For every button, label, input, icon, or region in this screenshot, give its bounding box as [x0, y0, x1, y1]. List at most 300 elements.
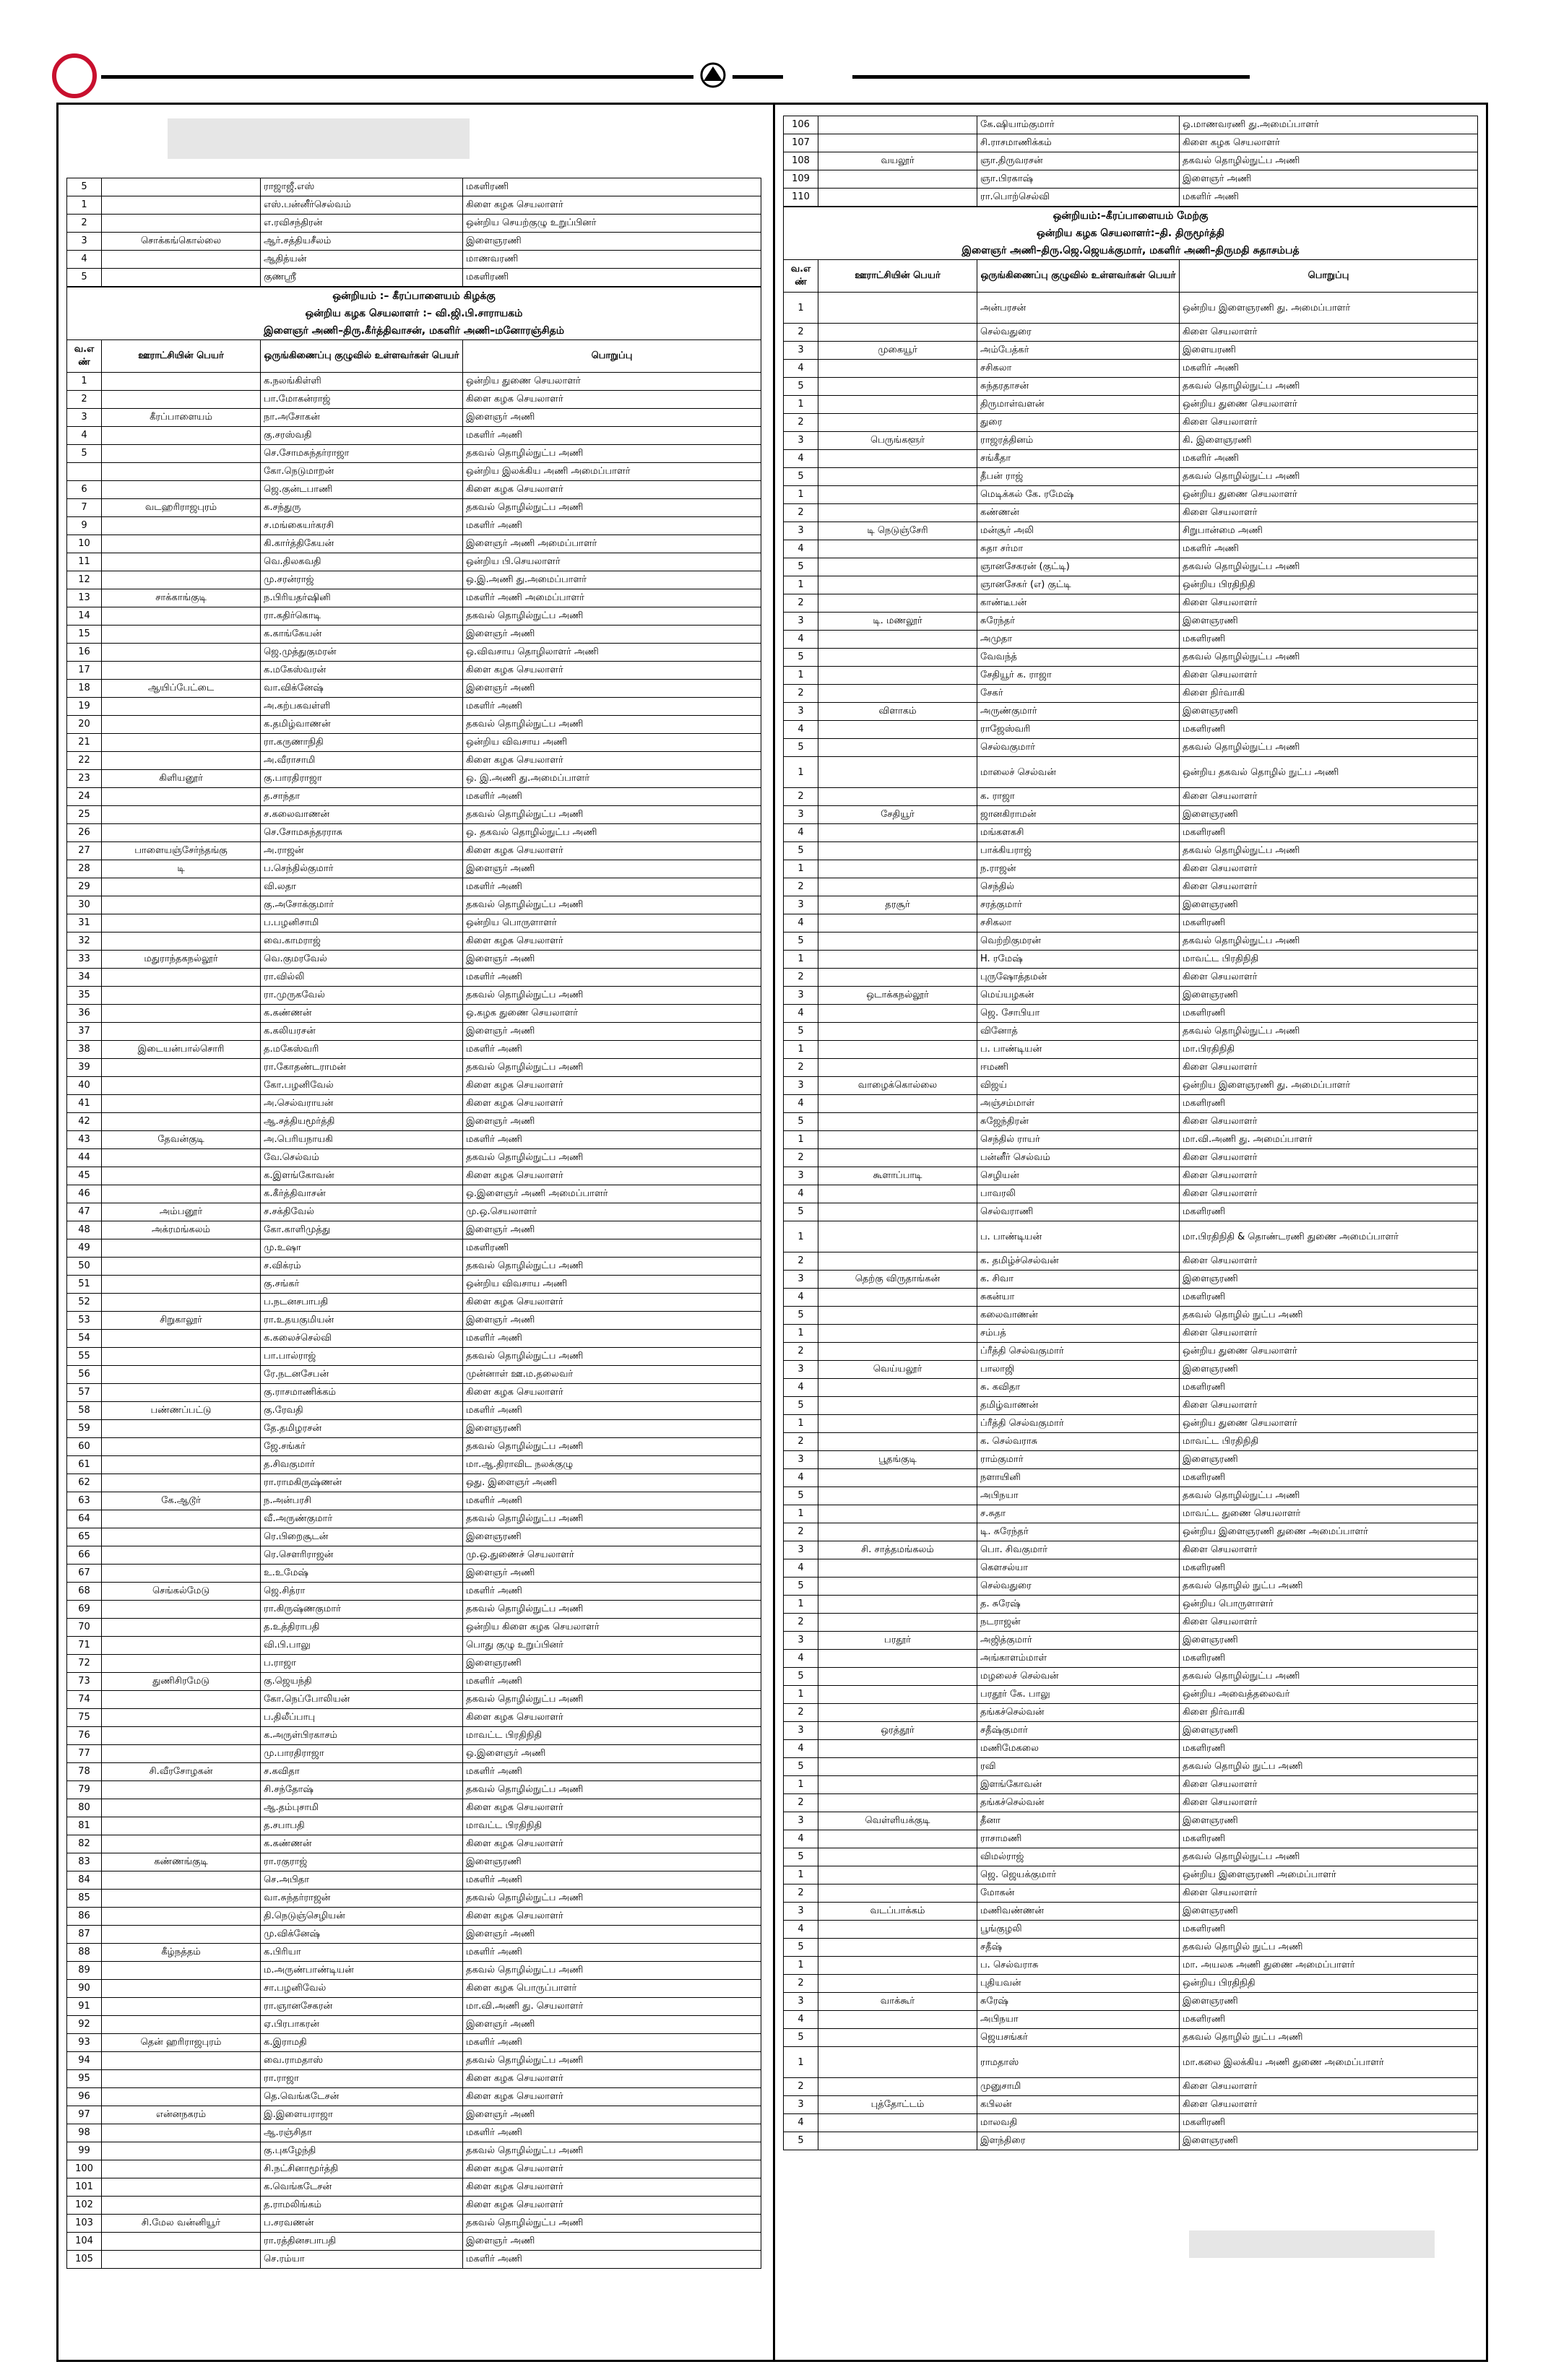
- row-village: [102, 2197, 261, 2215]
- row-village: [102, 788, 261, 806]
- row-village: [818, 594, 977, 613]
- table-row: [67, 1546, 761, 1565]
- row-role: கிளை கழக செயலாளர்: [463, 932, 761, 951]
- row-role: கிளை செயலாளர்: [1180, 1059, 1478, 1077]
- table-row: [67, 1853, 761, 1871]
- table-row: [784, 613, 1478, 631]
- table-row: [67, 409, 761, 427]
- row-serial: 49: [67, 1239, 102, 1258]
- table-row: [67, 373, 761, 391]
- row-role: இளைஞர் அணி: [463, 1023, 761, 1041]
- table-row: [67, 1221, 761, 1239]
- row-village: [818, 1487, 977, 1505]
- row-serial: 2: [67, 391, 102, 409]
- row-role: கிளை செயலாளர்: [1180, 788, 1478, 806]
- row-name: மெய்யழகன்: [977, 987, 1180, 1005]
- row-village: [818, 860, 977, 878]
- table-row: [784, 842, 1478, 860]
- row-serial: 24: [67, 788, 102, 806]
- table-row: [784, 896, 1478, 914]
- row-role: ஒன்றிய பொருளாளர்: [463, 914, 761, 932]
- row-village: [818, 134, 977, 152]
- table-row: [67, 517, 761, 535]
- row-serial: 2: [784, 1975, 818, 1993]
- table-row: [784, 757, 1478, 788]
- row-serial: 1: [784, 2047, 818, 2078]
- table-row: [784, 2132, 1478, 2150]
- right-table-header-row: [784, 260, 1478, 293]
- table-row: [67, 1077, 761, 1095]
- row-village: இடையன்பால்சொரி: [102, 1041, 261, 1059]
- row-village: [102, 251, 261, 269]
- row-village: [818, 1848, 977, 1866]
- row-role: ஒ. தகவல் தொழில்நுட்ப அணி: [463, 824, 761, 842]
- row-village: [102, 196, 261, 215]
- table-row: [67, 1763, 761, 1781]
- row-role: ஒன்றிய பிரதிநிதி: [1180, 576, 1478, 594]
- table-row: [67, 2215, 761, 2233]
- row-role: கிளை கழக செயலாளர்: [463, 1908, 761, 1926]
- row-name: ஆ.தம்புசாமி: [261, 1799, 463, 1817]
- row-name: வா.சுந்தர்ராஜன்: [261, 1890, 463, 1908]
- row-serial: 59: [67, 1420, 102, 1438]
- table-row: [67, 2106, 761, 2124]
- row-serial: 5: [784, 1758, 818, 1776]
- table-row: [784, 2096, 1478, 2114]
- table-row: [784, 450, 1478, 468]
- row-village: அம்பனூர்: [102, 1203, 261, 1221]
- row-village: [818, 649, 977, 667]
- gray-placeholder-bottom: [1189, 2230, 1435, 2258]
- row-name: மெடிக்கல் கே. ரமேஷ்: [977, 486, 1180, 504]
- row-serial: 98: [67, 2124, 102, 2142]
- row-serial: 3: [784, 342, 818, 360]
- table-row: [67, 481, 761, 499]
- table-row: [67, 1727, 761, 1745]
- row-village: [818, 1149, 977, 1167]
- row-role: தகவல் தொழில் நுட்ப அணி: [1180, 1578, 1478, 1596]
- row-serial: 31: [67, 914, 102, 932]
- row-role: மகளிரணி: [1180, 1469, 1478, 1487]
- row-name: டி. சுரேந்தர்: [977, 1523, 1180, 1541]
- row-role: கிளை கழக செயலாளர்: [463, 391, 761, 409]
- row-name: பா.மோகன்ராஜ்: [261, 391, 463, 409]
- table-row: [67, 2070, 761, 2088]
- row-role: மகளிர் அணி: [463, 2034, 761, 2052]
- row-name: ச.கவிதா: [261, 1763, 463, 1781]
- row-village: [102, 517, 261, 535]
- row-name: ம.அருண்பாண்டியன்: [261, 1962, 463, 1980]
- row-name: ப்ரீத்தி செல்வகுமார்: [977, 1415, 1180, 1433]
- gray-placeholder-top: [168, 118, 470, 159]
- table-row: [784, 152, 1478, 170]
- row-village: [102, 1167, 261, 1185]
- row-name: சி.நட்சினாமூர்த்தி: [261, 2160, 463, 2178]
- row-name: ரா.கதிர்கொடி: [261, 607, 463, 626]
- row-village: [818, 1059, 977, 1077]
- table-row: [784, 1221, 1478, 1252]
- table-row: [784, 1077, 1478, 1095]
- row-name: வி.லதா: [261, 878, 463, 896]
- row-name: அ.பெரியநாயகி: [261, 1131, 463, 1149]
- table-row: [784, 396, 1478, 414]
- row-serial: 11: [67, 553, 102, 571]
- table-row: [784, 1451, 1478, 1469]
- row-village: [818, 414, 977, 432]
- row-village: [818, 1307, 977, 1325]
- table-row: [784, 1041, 1478, 1059]
- table-row: [784, 1903, 1478, 1921]
- row-serial: 2: [67, 215, 102, 233]
- table-row: [784, 1095, 1478, 1113]
- row-serial: 57: [67, 1384, 102, 1402]
- row-role: இளைஞரணி: [463, 233, 761, 251]
- row-serial: 84: [67, 1871, 102, 1890]
- table-row: [67, 571, 761, 589]
- row-serial: 13: [67, 589, 102, 607]
- row-name: ஆர்.சத்தியசீலம்: [261, 233, 463, 251]
- right-pre-table: [783, 116, 1478, 207]
- row-role: கிளை செயலாளர்: [1180, 667, 1478, 685]
- left-main-table: [66, 339, 761, 2269]
- row-serial: 65: [67, 1528, 102, 1546]
- row-name: ஏ.பிரபாகரன்: [261, 2016, 463, 2034]
- row-serial: 4: [784, 914, 818, 932]
- row-village: [102, 1366, 261, 1384]
- row-serial: 107: [784, 134, 818, 152]
- row-role: கிளை கழக பொருப்பாளர்: [463, 1980, 761, 1998]
- table-row: [67, 716, 761, 734]
- row-role: ஒன்றிய பி.செயலாளர்: [463, 553, 761, 571]
- table-row: [67, 1962, 761, 1980]
- row-village: [818, 1113, 977, 1131]
- row-village: பூதங்குடி: [818, 1451, 977, 1469]
- row-village: [102, 2142, 261, 2160]
- row-village: [102, 2160, 261, 2178]
- right-main-table: [783, 259, 1478, 2150]
- row-name: க.வெங்கடேசன்: [261, 2178, 463, 2197]
- table-row: [67, 463, 761, 481]
- row-serial: 105: [67, 2251, 102, 2269]
- row-name: அ.கற்பகவள்ளி: [261, 698, 463, 716]
- row-name: க. ராஜா: [977, 788, 1180, 806]
- row-role: தகவல் தொழில்நுட்ப அணி: [463, 1348, 761, 1366]
- table-row: [784, 1668, 1478, 1686]
- table-row: [67, 1167, 761, 1185]
- row-serial: 3: [67, 409, 102, 427]
- row-name: ஜானகிராமன்: [977, 806, 1180, 824]
- row-name: க.நலங்கிள்ளி: [261, 373, 463, 391]
- row-role: தகவல் தொழில் நுட்ப அணி: [1180, 1758, 1478, 1776]
- row-village: [818, 2114, 977, 2132]
- row-village: பாளையஞ்சேர்ந்தங்கு: [102, 842, 261, 860]
- row-village: [102, 806, 261, 824]
- table-row: [784, 1131, 1478, 1149]
- table-row: [784, 806, 1478, 824]
- row-name: ராம்குமார்: [977, 1451, 1180, 1469]
- row-village: [818, 293, 977, 324]
- row-role: கிளை கழக செயலாளர்: [463, 1095, 761, 1113]
- row-name: ஞானசேகரன் (குட்டி): [977, 558, 1180, 576]
- row-role: இளைஞர் அணி: [463, 860, 761, 878]
- row-role: தகவல் தொழில்நுட்ப அணி: [463, 896, 761, 914]
- row-serial: 6: [67, 481, 102, 499]
- row-name: ஈமணி: [977, 1059, 1180, 1077]
- row-name: அபிநயா: [977, 2011, 1180, 2029]
- row-name: க.பிரியா: [261, 1944, 463, 1962]
- row-role: தகவல் தொழில்நுட்ப அணி: [1180, 1848, 1478, 1866]
- row-role: ஒன்றிய இளைஞரணி து. அமைப்பாளர்: [1180, 1077, 1478, 1095]
- table-row: [784, 1149, 1478, 1167]
- row-name: கு.பாரதிராஜா: [261, 770, 463, 788]
- row-name: ஜெ. சோபியா: [977, 1005, 1180, 1023]
- table-row: [784, 878, 1478, 896]
- row-serial: 3: [784, 1903, 818, 1921]
- row-serial: 97: [67, 2106, 102, 2124]
- row-role: கிளை கழக செயலாளர்: [463, 196, 761, 215]
- row-serial: 40: [67, 1077, 102, 1095]
- row-name: முனுசாமி: [977, 2078, 1180, 2096]
- row-village: செங்கல்மேடு: [102, 1583, 261, 1601]
- row-role: மகளிர் அணி அமைப்பாளர்: [463, 589, 761, 607]
- row-serial: 4: [784, 1469, 818, 1487]
- row-serial: 69: [67, 1601, 102, 1619]
- row-name: சுஜேந்திரன்: [977, 1113, 1180, 1131]
- row-name: மணிவண்ணன்: [977, 1903, 1180, 1921]
- row-serial: 37: [67, 1023, 102, 1041]
- table-row: [67, 1745, 761, 1763]
- right-section-union: ஒன்றியம்:–கீரப்பாளையம் மேற்கு: [1053, 210, 1209, 222]
- row-role: தகவல் தொழில்நுட்ப அணி: [1180, 649, 1478, 667]
- row-serial: 50: [67, 1258, 102, 1276]
- row-name: ப.சரவணன்: [261, 2215, 463, 2233]
- row-name: ப. செல்வராசு: [977, 1957, 1180, 1975]
- row-serial: 19: [67, 698, 102, 716]
- row-role: மகளிரணி: [1180, 1005, 1478, 1023]
- row-name: அமுதா: [977, 631, 1180, 649]
- row-name: ஆதித்யன்: [261, 251, 463, 269]
- row-role: கி. இளைஞரணி: [1180, 432, 1478, 450]
- row-village: [102, 626, 261, 644]
- row-name: சுந்தரதாசன்: [977, 378, 1180, 396]
- row-role: ஒன்றிய தகவல் தொழில் நுட்ப அணி: [1180, 757, 1478, 788]
- row-serial: 55: [67, 1348, 102, 1366]
- row-name: வி.பி.பாலு: [261, 1637, 463, 1655]
- row-serial: 1: [67, 196, 102, 215]
- row-serial: 3: [784, 987, 818, 1005]
- left-pre-table: [66, 178, 761, 287]
- row-name: பரதூர் கே. பாலு: [977, 1686, 1180, 1704]
- table-row: [784, 1523, 1478, 1541]
- row-serial: 39: [67, 1059, 102, 1077]
- table-row: [67, 2197, 761, 2215]
- row-name: சங்கீதா: [977, 450, 1180, 468]
- row-role: தகவல் தொழில்நுட்ப அணி: [463, 607, 761, 626]
- table-row: [67, 1944, 761, 1962]
- row-village: [818, 360, 977, 378]
- header-rule-left: [101, 75, 693, 79]
- row-role: ஒன்றிய துணை செயலாளர்: [1180, 396, 1478, 414]
- table-row: [784, 649, 1478, 667]
- table-row: [784, 1884, 1478, 1903]
- row-serial: 4: [784, 1921, 818, 1939]
- row-role: கிளை செயலாளர்: [1180, 1185, 1478, 1203]
- row-serial: 5: [784, 1307, 818, 1325]
- table-row: [784, 558, 1478, 576]
- table-row: [67, 1312, 761, 1330]
- table-row: [784, 1559, 1478, 1578]
- row-name: த.சபாபதி: [261, 1817, 463, 1835]
- row-role: கிளை கழக செயலாளர்: [463, 1077, 761, 1095]
- row-serial: 3: [784, 1451, 818, 1469]
- row-name: மணிமேகலை: [977, 1740, 1180, 1758]
- row-name: மு.சரன்ராஜ்: [261, 571, 463, 589]
- row-serial: 5: [784, 468, 818, 486]
- table-row: [784, 1812, 1478, 1830]
- row-serial: 26: [67, 824, 102, 842]
- row-serial: 1: [67, 373, 102, 391]
- row-name: கோ.பழனிவேல்: [261, 1077, 463, 1095]
- row-village: [102, 1655, 261, 1673]
- row-name: அ.ராஜன்: [261, 842, 463, 860]
- row-village: [818, 1614, 977, 1632]
- row-village: தேவன்குடி: [102, 1131, 261, 1149]
- row-role: இளைஞர் அணி: [463, 951, 761, 969]
- row-name: ந.அன்பரசி: [261, 1492, 463, 1510]
- row-village: [818, 2132, 977, 2150]
- row-serial: 54: [67, 1330, 102, 1348]
- row-role: ஒன்றிய துணை செயலாளர்: [1180, 1415, 1478, 1433]
- row-serial: 90: [67, 1980, 102, 1998]
- row-village: [818, 1776, 977, 1794]
- row-village: [818, 951, 977, 969]
- row-role: ஒன்றிய இளைஞரணி துணை அமைப்பாளர்: [1180, 1523, 1478, 1541]
- row-role: இளையரணி: [1180, 342, 1478, 360]
- row-village: சிறுகாலூர்: [102, 1312, 261, 1330]
- row-role: இளைஞரணி: [1180, 896, 1478, 914]
- row-serial: 81: [67, 1817, 102, 1835]
- row-village: [818, 1596, 977, 1614]
- row-name: சதீஷ்: [977, 1939, 1180, 1957]
- row-role: இளைஞரணி: [1180, 1271, 1478, 1289]
- row-role: கிளை செயலாளர்: [1180, 860, 1478, 878]
- row-role: இளைஞரணி: [1180, 1451, 1478, 1469]
- row-village: [102, 2124, 261, 2142]
- row-village: [102, 1456, 261, 1474]
- header-rule-mid: [732, 75, 783, 79]
- row-village: சி.வீரசோழகன்: [102, 1763, 261, 1781]
- row-serial: 3: [784, 1993, 818, 2011]
- row-name: அங்காளம்மாள்: [977, 1650, 1180, 1668]
- row-serial: 4: [784, 540, 818, 558]
- row-role: மாவட்ட பிரதிநிதி: [1180, 1433, 1478, 1451]
- row-serial: 108: [784, 152, 818, 170]
- row-name: வெற்றிகுமரன்: [977, 932, 1180, 951]
- row-name: க.கலைச்செல்வி: [261, 1330, 463, 1348]
- row-serial: 38: [67, 1041, 102, 1059]
- row-name: செந்தில்: [977, 878, 1180, 896]
- row-name: த.உத்திராபதி: [261, 1619, 463, 1637]
- row-role: மகளிரணி: [1180, 914, 1478, 932]
- row-serial: 2: [784, 788, 818, 806]
- row-role: கிளை செயலாளர்: [1180, 878, 1478, 896]
- header-role: பொறுப்பு: [1180, 260, 1478, 293]
- row-name: கு.சங்கர்: [261, 1276, 463, 1294]
- row-name: பாவரலி: [977, 1185, 1180, 1203]
- row-role: தகவல் தொழில்நுட்ப அணி: [463, 1510, 761, 1528]
- row-role: கிளை கழக செயலாளர்: [463, 752, 761, 770]
- left-section-header: [66, 287, 761, 339]
- row-serial: 2: [784, 1059, 818, 1077]
- row-village: [102, 752, 261, 770]
- table-row: [784, 1289, 1478, 1307]
- row-name: விஜய்: [977, 1077, 1180, 1095]
- row-serial: 53: [67, 1312, 102, 1330]
- row-serial: 1: [784, 293, 818, 324]
- row-name: ஞானசேகர் (எ) குட்டி: [977, 576, 1180, 594]
- right-section-wings: இளைஞர் அணி–திரு.ஜெ.ஜெயக்குமார், மகளிர் அணி–திருமதி சுதாசம்பத்: [961, 245, 1300, 256]
- row-serial: 1: [784, 396, 818, 414]
- row-role: மா.பிரதிநிதி & தொண்டரணி துணை அமைப்பாளர்: [1180, 1221, 1478, 1252]
- row-village: விளாகம்: [818, 703, 977, 721]
- row-serial: 2: [784, 969, 818, 987]
- row-role: மா.ஆ.திராவிட நலக்குழு: [463, 1456, 761, 1474]
- row-role: கிளை செயலாளர்: [1180, 414, 1478, 432]
- row-village: [818, 396, 977, 414]
- row-role: மகளிரணி: [1180, 1650, 1478, 1668]
- table-row: [784, 1650, 1478, 1668]
- row-name: கு.ரேவதி: [261, 1402, 463, 1420]
- row-village: [102, 215, 261, 233]
- row-serial: 3: [784, 896, 818, 914]
- row-village: [818, 189, 977, 207]
- row-village: [818, 1505, 977, 1523]
- column-divider: [773, 103, 775, 2362]
- row-role: மகளிர் அணி: [463, 969, 761, 987]
- row-serial: 89: [67, 1962, 102, 1980]
- table-row: [67, 2034, 761, 2052]
- table-row: [784, 1059, 1478, 1077]
- table-row: [784, 2029, 1478, 2047]
- table-row: [67, 896, 761, 914]
- row-village: [818, 1203, 977, 1221]
- row-name: பா.பால்ராஜ்: [261, 1348, 463, 1366]
- table-row: [784, 987, 1478, 1005]
- row-serial: 25: [67, 806, 102, 824]
- table-row: [67, 1185, 761, 1203]
- table-row: [67, 2052, 761, 2070]
- row-village: [818, 788, 977, 806]
- row-serial: 1: [784, 860, 818, 878]
- table-row: [67, 2142, 761, 2160]
- row-village: [818, 2078, 977, 2096]
- row-village: [102, 2016, 261, 2034]
- row-village: [102, 932, 261, 951]
- row-serial: 62: [67, 1474, 102, 1492]
- row-serial: 36: [67, 1005, 102, 1023]
- row-name: அஞ்சம்மாள்: [977, 1095, 1180, 1113]
- row-role: கிளை செயலாளர்: [1180, 1541, 1478, 1559]
- row-role: மா.கலை இலக்கிய அணி துணை அமைப்பாளர்: [1180, 2047, 1478, 2078]
- row-serial: 4: [784, 721, 818, 739]
- row-name: மு.விக்னேஷ்: [261, 1926, 463, 1944]
- table-row: [784, 1185, 1478, 1203]
- row-village: [102, 1908, 261, 1926]
- row-role: கிளை கழக செயலாளர்: [463, 1294, 761, 1312]
- row-name: நளாயினி: [977, 1469, 1180, 1487]
- row-role: மகளிர் அணி: [463, 1763, 761, 1781]
- row-name: க. சிவா: [977, 1271, 1180, 1289]
